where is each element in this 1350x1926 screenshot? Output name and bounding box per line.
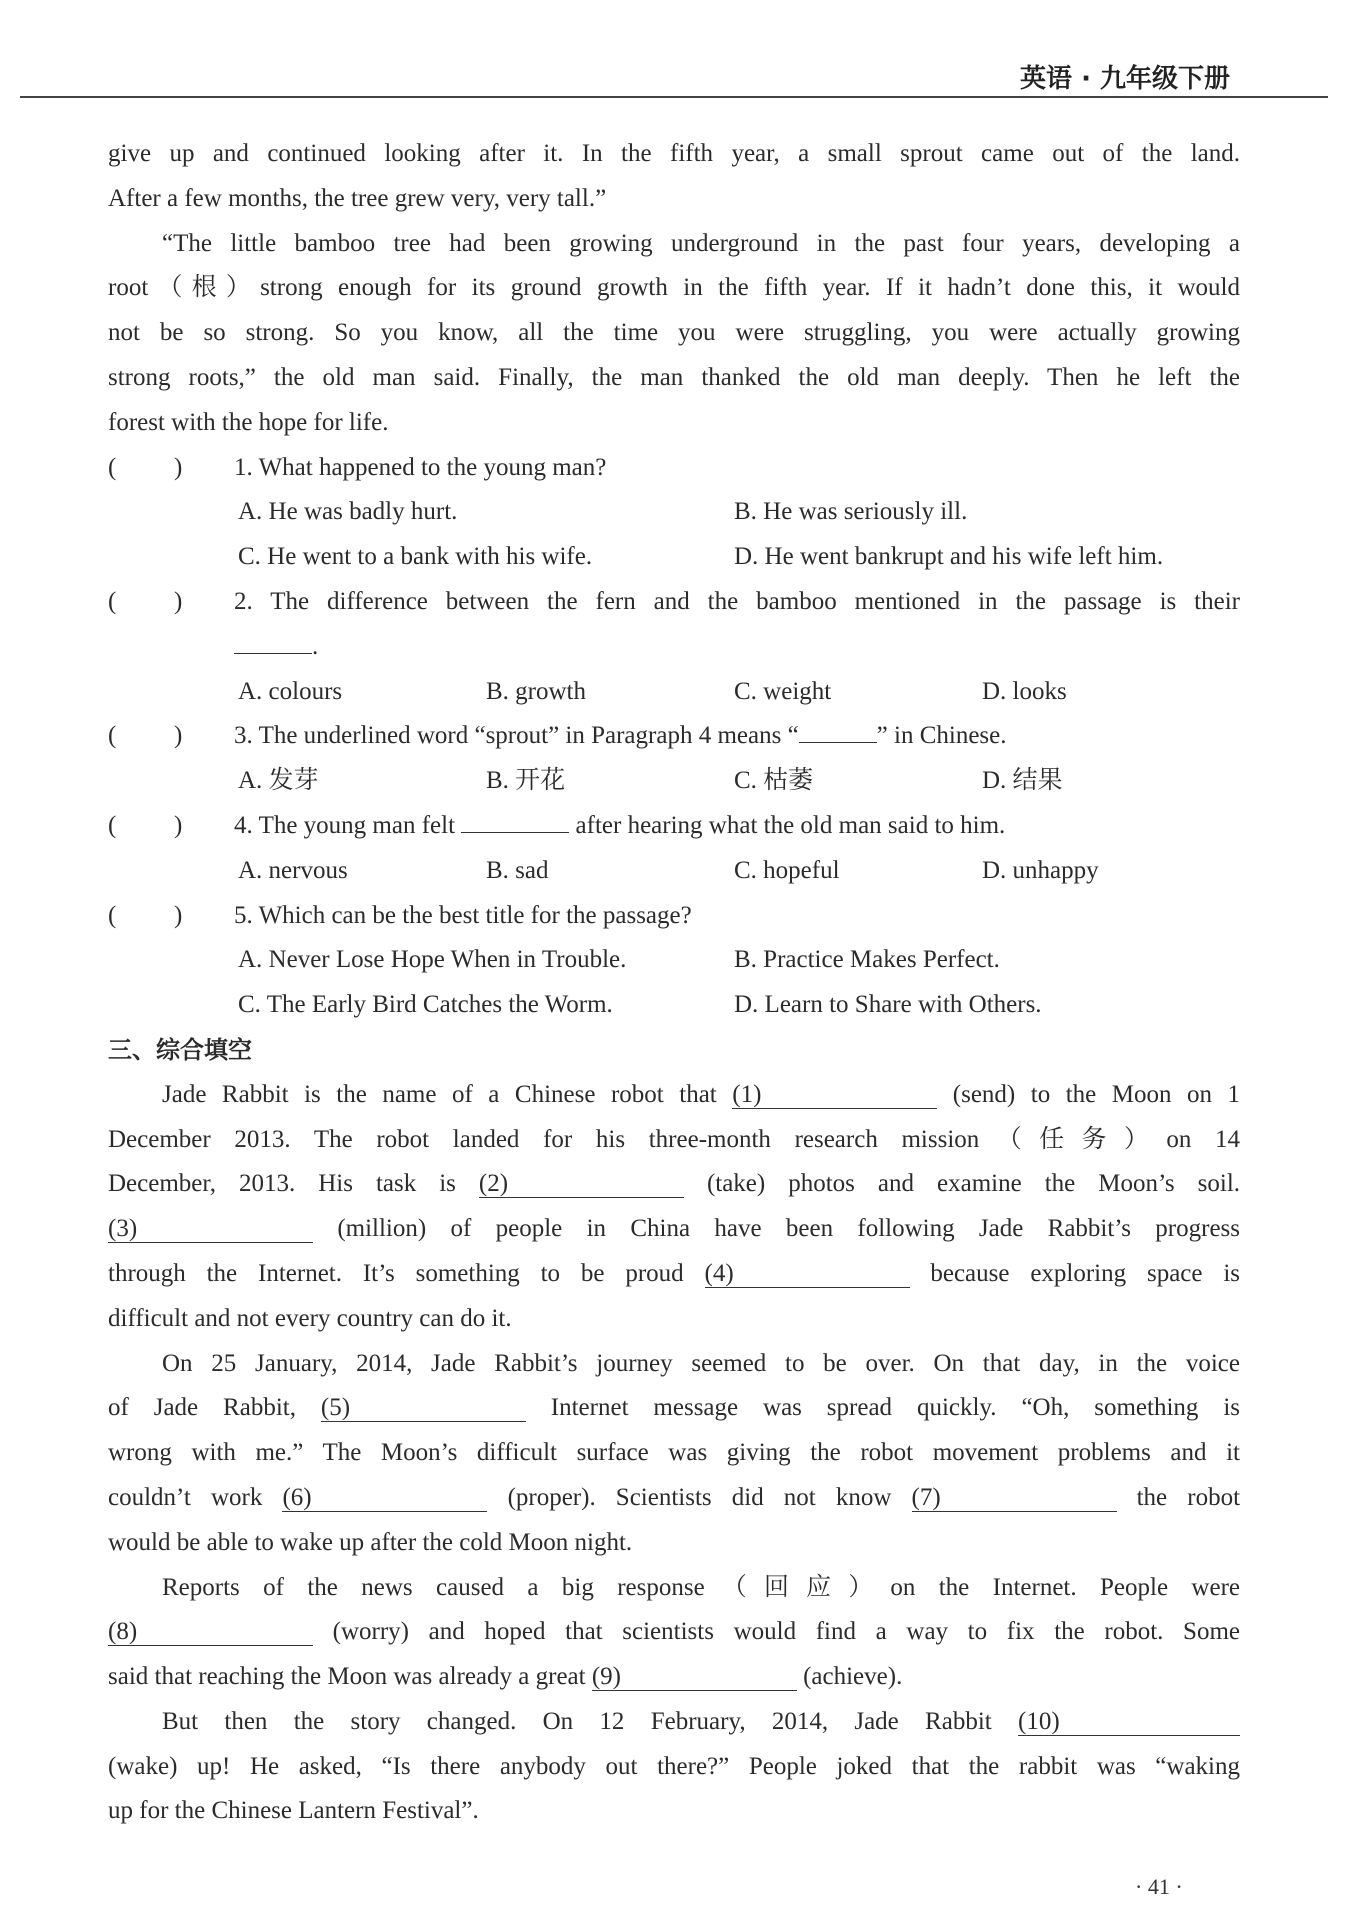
- option-a[interactable]: A. nervous: [238, 856, 348, 884]
- option-d[interactable]: D. looks: [982, 677, 1067, 705]
- cloze-line: [108, 1386, 1240, 1431]
- cloze-line: [108, 1252, 1240, 1297]
- question-2: [108, 580, 1240, 625]
- question-4: [108, 804, 1240, 849]
- passage-line: give up and continued looking after it. In the fifth year, a small sprout came out of the land.: [108, 140, 1240, 167]
- cloze-blank-10[interactable]: [1018, 1709, 1240, 1736]
- blank-number: (9): [591, 1663, 621, 1691]
- cloze-text: (worry) and hoped that scientists would find a way to fix the robot. Some: [332, 1618, 1240, 1646]
- question-2-continuation: [108, 625, 1240, 670]
- question-number: 2.: [234, 587, 253, 615]
- question-stem: What happened to the young man?: [258, 453, 607, 481]
- cloze-text: couldn’t work: [108, 1483, 263, 1511]
- option-d[interactable]: D. He went bankrupt and his wife left him.: [734, 543, 1164, 571]
- question-1: [108, 446, 1240, 491]
- cloze-text: (take) photos and examine the Moon’s soil.: [706, 1170, 1240, 1198]
- cloze-text: (million) of people in China have been following Jade Rabbit’s progress: [337, 1215, 1240, 1243]
- cloze-line: [108, 1207, 1240, 1252]
- passage-line: root（根）strong enough for its ground growth in the fifth year. If it hadn’t done this, it would: [108, 274, 1240, 302]
- passage-line: “The little bamboo tree had been growing underground in the past four years, developing a: [162, 229, 1240, 257]
- cloze-text: through the Internet. It’s something to be proud: [108, 1259, 684, 1287]
- cloze-line: [108, 1162, 1240, 1207]
- page-content: [108, 132, 1240, 1834]
- page-number: · 41 ·: [1135, 1874, 1183, 1899]
- answer-blank[interactable]: [799, 742, 877, 743]
- cloze-text: said that reaching the Moon was already a great: [108, 1663, 586, 1691]
- option-b[interactable]: B. He was seriously ill.: [734, 498, 968, 526]
- option-d[interactable]: D. Learn to Share with Others.: [734, 991, 1042, 1019]
- question-stem: The young man felt: [258, 811, 456, 839]
- cloze-line: [108, 1700, 1240, 1745]
- answer-paren-open[interactable]: (: [108, 587, 117, 615]
- answer-paren-close: ): [174, 901, 183, 929]
- option-c[interactable]: C. hopeful: [734, 856, 840, 884]
- cloze-blank-4[interactable]: [705, 1261, 910, 1288]
- answer-paren-open[interactable]: (: [108, 901, 117, 929]
- passage-line: strong roots,” the old man said. Finally, the man thanked the old man deeply. Then he left the: [108, 363, 1240, 391]
- question-3: [108, 714, 1240, 759]
- blank-number: (4): [704, 1259, 734, 1287]
- option-a[interactable]: A. 发芽: [238, 767, 319, 795]
- cloze-blank-1[interactable]: [732, 1082, 937, 1109]
- blank-number: (8): [108, 1618, 138, 1646]
- cloze-line: [108, 1073, 1240, 1118]
- option-b[interactable]: B. Practice Makes Perfect.: [734, 946, 1000, 974]
- cloze-line: up for the Chinese Lantern Festival”.: [108, 1797, 479, 1825]
- passage-line: not be so strong. So you know, all the time you were struggling, you were actually growing: [108, 319, 1240, 347]
- option-b[interactable]: B. growth: [486, 677, 586, 705]
- cloze-blank-6[interactable]: [282, 1485, 487, 1512]
- blank-number: (7): [911, 1483, 941, 1511]
- answer-paren-close: ): [174, 722, 183, 750]
- cloze-line: On 25 January, 2014, Jade Rabbit’s journey seemed to be over. On that day, in the voice: [162, 1349, 1240, 1377]
- blank-number: (5): [320, 1394, 351, 1422]
- cloze-text: But then the story changed. On 12 February, 2014, Jade Rabbit: [162, 1707, 992, 1735]
- cloze-blank-8[interactable]: [108, 1619, 313, 1646]
- cloze-text: Internet message was spread quickly. “Oh, something is: [550, 1394, 1240, 1422]
- cloze-text: because exploring space is: [930, 1259, 1240, 1287]
- cloze-text: December, 2013. His task is: [108, 1170, 456, 1198]
- cloze-blank-2[interactable]: [479, 1171, 684, 1198]
- cloze-blank-5[interactable]: [321, 1395, 526, 1422]
- cloze-line: would be able to wake up after the cold Moon night.: [108, 1528, 633, 1556]
- cloze-text: (achieve).: [803, 1663, 903, 1691]
- answer-paren-close: ): [174, 587, 183, 615]
- question-stem: The difference between the fern and the bamboo mentioned in the passage is their: [270, 587, 1240, 615]
- option-d[interactable]: D. 结果: [982, 767, 1063, 795]
- cloze-line: [108, 1610, 1240, 1655]
- section-heading: 三、综合填空: [108, 1035, 252, 1064]
- question-stem: Which can be the best title for the passage?: [258, 901, 692, 929]
- answer-blank[interactable]: [461, 832, 569, 833]
- cloze-blank-3[interactable]: [108, 1216, 313, 1243]
- cloze-line: (wake) up! He asked, “Is there anybody out there?” People joked that the rabbit was “waking: [108, 1752, 1240, 1780]
- blank-number: (2): [478, 1170, 509, 1198]
- cloze-line: [108, 1655, 1240, 1700]
- option-b[interactable]: B. 开花: [486, 767, 566, 795]
- blank-number: (6): [282, 1483, 312, 1511]
- cloze-line: [108, 1476, 1240, 1521]
- blank-number: (3): [108, 1215, 138, 1243]
- option-c[interactable]: C. He went to a bank with his wife.: [238, 543, 593, 571]
- answer-paren-close: ): [174, 453, 183, 481]
- question-5: [108, 894, 1240, 939]
- cloze-text: Jade Rabbit is the name of a Chinese robot that: [162, 1080, 717, 1108]
- option-a[interactable]: A. colours: [238, 677, 343, 705]
- header-divider: [20, 96, 1328, 98]
- answer-paren-close: ): [174, 811, 183, 839]
- cloze-text: (proper). Scientists did not know: [507, 1483, 892, 1511]
- question-number: 4.: [234, 811, 253, 839]
- answer-paren-open[interactable]: (: [108, 453, 117, 481]
- answer-blank[interactable]: [234, 653, 312, 654]
- options-row: [108, 983, 1240, 1028]
- option-a[interactable]: A. Never Lose Hope When in Trouble.: [238, 946, 627, 974]
- cloze-line: difficult and not every country can do it.: [108, 1304, 512, 1332]
- cloze-line: wrong with me.” The Moon’s difficult surface was giving the robot movement problems and it: [108, 1439, 1240, 1467]
- option-a[interactable]: A. He was badly hurt.: [238, 498, 458, 526]
- blank-number: (10): [1018, 1707, 1060, 1735]
- cloze-blank-7[interactable]: [912, 1485, 1117, 1512]
- cloze-blank-9[interactable]: [592, 1664, 797, 1691]
- cloze-line: Reports of the news caused a big response（回应）on the Internet. People were: [162, 1573, 1240, 1601]
- question-number: 1.: [234, 453, 253, 481]
- option-b[interactable]: B. sad: [486, 856, 549, 884]
- passage-line: After a few months, the tree grew very, very tall.”: [108, 184, 607, 212]
- options-row: [108, 535, 1240, 580]
- answer-paren-open[interactable]: (: [108, 811, 117, 839]
- option-c[interactable]: C. The Early Bird Catches the Worm.: [238, 991, 613, 1019]
- options-row: [108, 490, 1240, 535]
- cloze-text: of Jade Rabbit,: [108, 1394, 296, 1422]
- option-d[interactable]: D. unhappy: [982, 856, 1099, 884]
- option-c[interactable]: C. 枯萎: [734, 767, 814, 795]
- book-title: 英语 · 九年级下册: [1020, 64, 1230, 94]
- passage-line: forest with the hope for life.: [108, 408, 389, 436]
- answer-paren-open[interactable]: (: [108, 722, 117, 750]
- options-row: [108, 670, 1240, 715]
- question-stem-end: .: [312, 632, 319, 660]
- cloze-line: December 2013. The robot landed for his three-month research mission（任务）on 14: [108, 1125, 1240, 1153]
- options-row: [108, 849, 1240, 894]
- options-row: [108, 938, 1240, 983]
- blank-number: (1): [732, 1080, 762, 1108]
- question-number: 3.: [234, 722, 253, 750]
- question-stem: The underlined word “sprout” in Paragraph 4 means “: [258, 722, 799, 750]
- question-number: 5.: [234, 901, 253, 929]
- options-row: [108, 759, 1240, 804]
- question-stem-end: ” in Chinese.: [876, 722, 1007, 750]
- cloze-text: the robot: [1136, 1483, 1240, 1511]
- question-stem-end: after hearing what the old man said to him.: [575, 811, 1006, 839]
- option-c[interactable]: C. weight: [734, 677, 832, 705]
- cloze-text: (send) to the Moon on 1: [952, 1080, 1240, 1108]
